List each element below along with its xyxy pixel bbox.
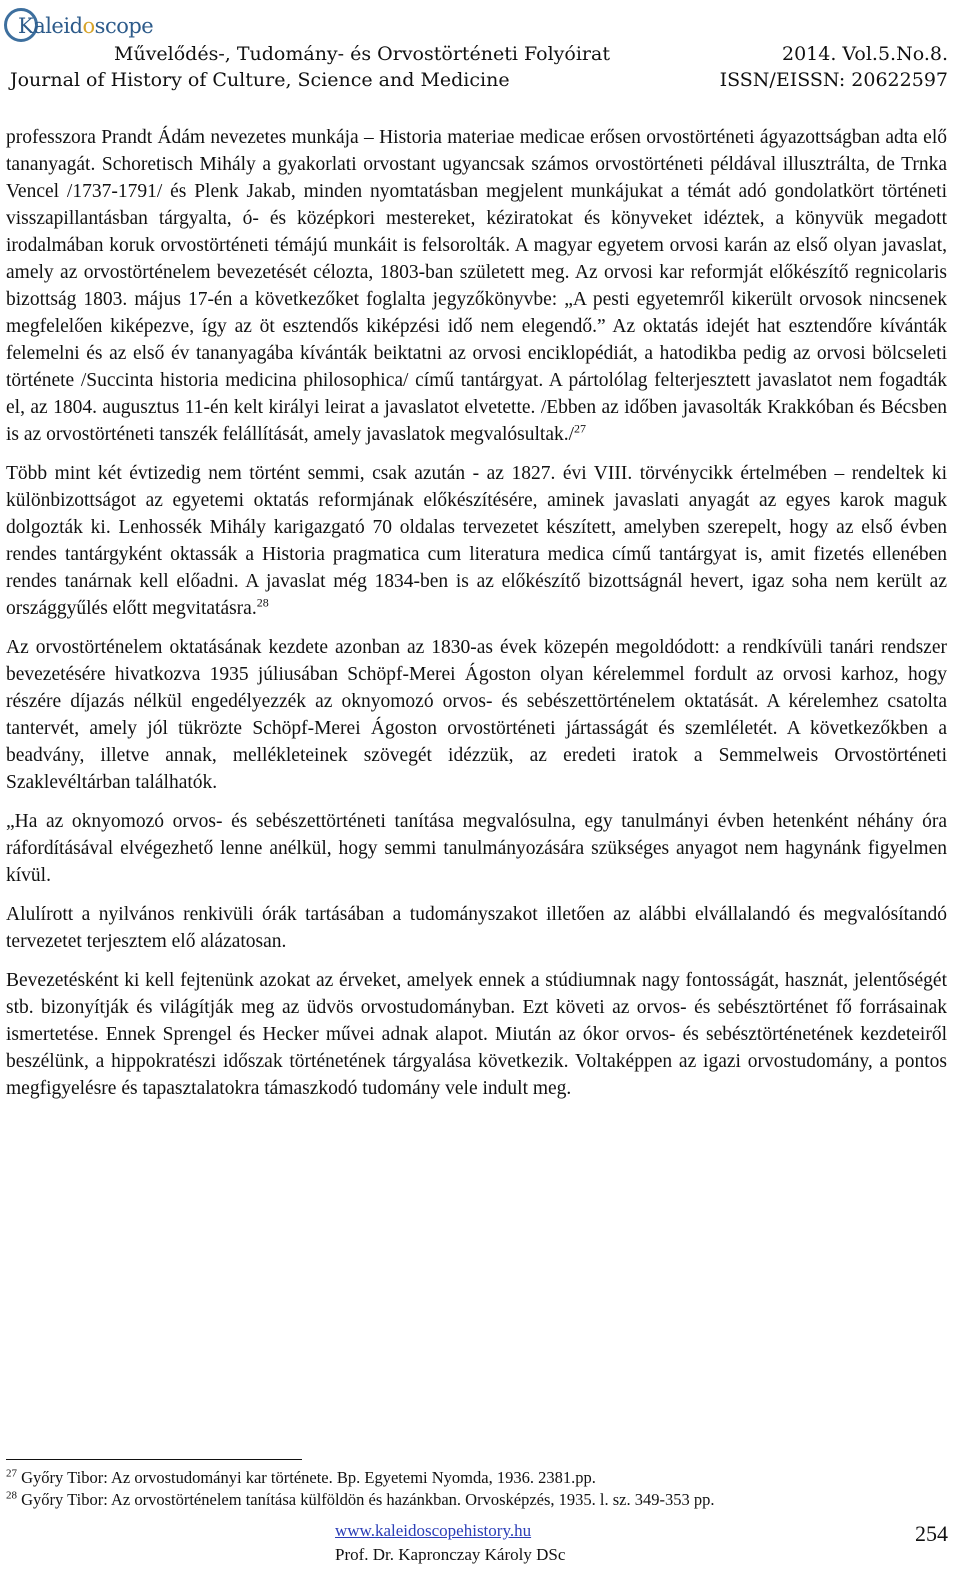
logo-wordmark: Kaleidoscope: [18, 14, 154, 38]
paragraph: „Ha az oknyomozó orvos- és sebészettörténeti tanítása megvalósulna, egy tanulmányi évben hetenként néhány óra ráfordításával elvégezhető lenne anélkül, hogy semmi tanulmányozására szükséges anyagot nem hagynánk figyelmen kívül.: [6, 811, 947, 886]
kaleidoscope-logo: [4, 6, 154, 46]
paragraph: Több mint két évtizedig nem történt semmi, csak azután - az 1827. évi VIII. törvénycikk értelmében – rendeltek ki különbizottságot az egyetemi oktatás reformjának előkészítésére, aminek javaslati anyagát az egyes karok maguk dolgozták ki. Lenhossék Mihály karigazgató 70 oldalas tervezetet készített, amelyben szerepelt, hogy az első évben rendes tantárgyként oktassák a Historia pragmatica cum literatura medica című tantárgyat is, amit fizetés ellenében rendes tanárnak kell előadni. A javaslat még 1834-ben is az előkészítő bizottságnál hevert, igaz soha nem került az országgyűlés előtt megvitatásra.$^{28}$: [6, 463, 947, 619]
footnote-ref[interactable]: 27: [574, 421, 587, 436]
paragraph: professzora Prandt Ádám nevezetes munkája – Historia materiae medicae erősen orvostörténeti ágyazottságban adta elő tananyagát. Schoretisch Mihály a gyakorlati orvostant ugyancsak számos orvostörténeti példával illusztrálta, de Trnka Vencel /1737-1791/ és Plenk Jakab, minden nyomtatásban megjelent munkájukat a témát adó gondolatkört történeti visszapillantásban tárgyalta, ó- és középkori mestereket, kéziratokat és könyveket idéztek, a könyvük megadott irodalmában koruk orvostörténeti témájú munkáit is felsorolták. A magyar egyetem orvosi karán az első olyan javaslat, amely az orvostörténelem bevezetését célozta, 1803-ban született meg. Az orvosi kar reformját előkészítő regnicolaris bizottság 1803. május 17-én a következőket foglalta jegyzőkönyvbe: „A pesti egyetemről kikerült orvosok nincsenek megfelelően kiképezve, így az öt esztendős kiképzési idő nem elegendő.” Az oktatás idejét hat esztendőre kívánták felemelni és az első év tananyagába kívánták beiktatni az orvosi enciklopédiát, a hatodikba pedig az orvosi bölcseleti története /Succinta historia medicina philosophica/ című tantárgyat. A pártolólag felterjesztett javaslatot nem fogadták el, az 1804. augusztus 11-én kelt királyi leirat a javaslatot elvetette. /Ebben az időben javasolták Krakkóban és Bécsben is az orvostörténeti tanszék felállítását, amely javaslatok megvalósultak./$^{27}$: [6, 127, 947, 445]
issue-info: 2014. Vol.5.No.8.: [782, 43, 948, 65]
footnote-ref[interactable]: 28: [256, 595, 269, 610]
page-number: 254: [915, 1521, 948, 1546]
paragraph: Bevezetésként ki kell fejtenünk azokat az érveket, amelyek ennek a stúdiumnak nagy fontosságát, hasznát, jelentőségét stb. bizonyítják és világítják meg az üdvös orvostudományban. Ezt követi az orvos- és sebésztörténet fő forrásainak ismertetése. Ennek Sprengel és Hecker művei adnak alapot. Miután az ókor orvos- és sebésztörténetének kezdeteiről beszélünk, a hippokratészi időszak történetének tárgyalása következik. Voltaképpen az igazi orvostudomány, a pontos megfigyelésre és tapasztalatokra támaszkodó tudomány vele indult meg.: [6, 970, 947, 1099]
paragraph: Az orvostörténelem oktatásának kezdete azonban az 1830-as évek közepén megoldódott: a rendkívüli tanári rendszer bevezetésére hivatkozva 1935 júliusában Schöpf-Merei Ágoston olyan kérelemmel fordult az orvosi karhoz, hogy részére díjazás nélkül engedélyezzék az oknyomozó orvos- és sebészettörténelem oktatását. A kérelemhez csatolta tantervét, amely jól tükrözte Schöpf-Merei Ágoston orvostörténeti jártasságát és szemléletét. A következőkben a beadvány, illetve annak, mellékleteinek szövegét idézzük, az eredeti iratok a Semmelweis Orvostörténeti Szaklevéltárban találhatók.: [6, 637, 947, 793]
article-body: [6, 124, 947, 1114]
footnote: $^{28}$ Győry Tibor: Az orvostörténelem tanítása külföldön és hazánkban. Orvosképzés, 1935. l. sz. 349-353 pp.: [6, 1489, 715, 1509]
journal-title-hu: Művelődés-, Tudomány- és Orvostörténeti Folyóirat: [114, 43, 610, 65]
footnote-divider: [6, 1459, 302, 1460]
footnote: $^{27}$ Győry Tibor: Az orvostudományi kar története. Bp. Egyetemi Nyomda, 1936. 2381.pp.: [6, 1467, 596, 1487]
paragraph: Alulírott a nyilvános renkivüli órák tartásában a tudományszakot illetően az alábbi elvállalandó és megvalósítandó tervezetet terjesztem elő alázatosan.: [6, 904, 947, 952]
website-link[interactable]: www.kaleidoscopehistory.hu: [335, 1521, 532, 1540]
issn-info: ISSN/EISSN: 20622597: [719, 69, 948, 91]
journal-title-en: Journal of History of Culture, Science and Medicine: [10, 69, 510, 91]
footer-author: Prof. Dr. Kapronczay Károly DSc: [335, 1545, 566, 1564]
footnotes: [6, 1467, 946, 1511]
